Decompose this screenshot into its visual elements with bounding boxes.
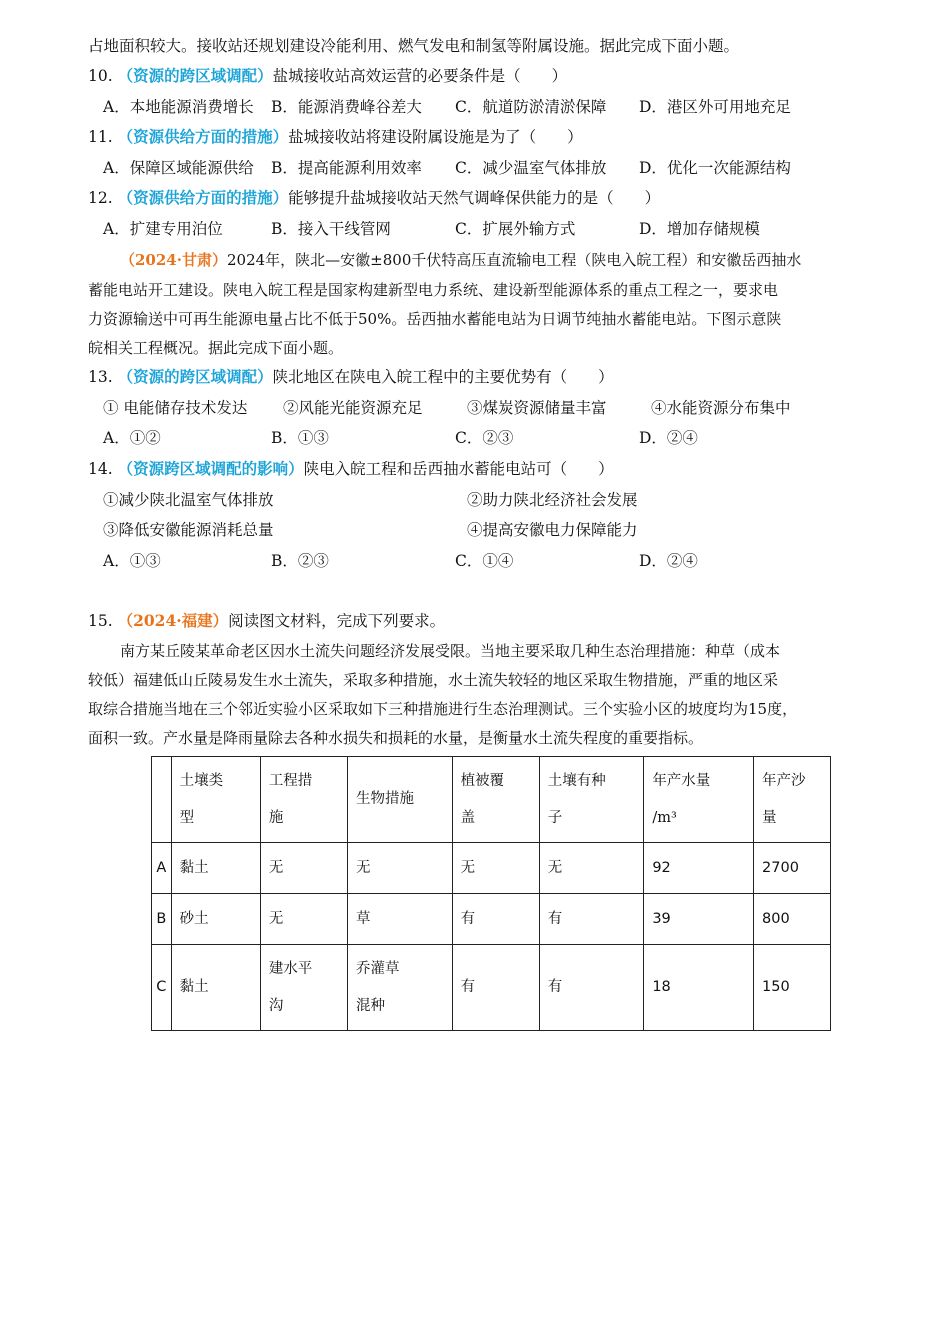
gansu-passage-line-4: 皖相关工程概况。据此完成下面小题。: [88, 339, 344, 357]
row-id: B: [152, 894, 172, 945]
header-id: [152, 757, 172, 843]
header-biological: 生物措施: [347, 757, 452, 843]
q14-option-c[interactable]: C．①④: [455, 552, 514, 570]
cell-sand-yield: 800: [754, 894, 831, 945]
question-10-stem: 盐城接收站高效运营的必要条件是（ ）: [272, 67, 568, 85]
q13-item-3: ③煤炭资源储量丰富: [467, 399, 607, 417]
cell-engineering: 无: [260, 894, 347, 945]
header-sand-yield: 年产沙 量: [754, 757, 831, 843]
table-header-row: [152, 757, 831, 843]
cell-vegetation: 有: [452, 894, 539, 945]
q12-option-a[interactable]: A．扩建专用泊位: [103, 220, 223, 238]
q13-item-4: ④水能资源分布集中: [651, 399, 791, 417]
header-seeds: 土壤有种 子: [539, 757, 644, 843]
q11-option-b[interactable]: B．提高能源利用效率: [271, 159, 422, 177]
question-14-stem: 陕电入皖工程和岳西抽水蓄能电站可（ ）: [303, 460, 614, 478]
q14-option-a[interactable]: A．①③: [103, 552, 161, 570]
cell-seeds: 有: [539, 894, 644, 945]
cell-soil: 砂土: [171, 894, 260, 945]
question-10: 10. （资源的跨区域调配）盐城接收站高效运营的必要条件是（ ）: [88, 66, 568, 85]
q12-option-b[interactable]: B．接入干线管网: [271, 220, 391, 238]
q13-item-1: ① 电能储存技术发达: [103, 399, 248, 417]
header-vegetation: 植被覆 盖: [452, 757, 539, 843]
q13-option-d[interactable]: D．②④: [639, 429, 698, 447]
q14-item-4: ④提高安徽电力保障能力: [467, 521, 638, 539]
q12-option-d[interactable]: D．增加存储规模: [639, 220, 760, 238]
q15-passage-line-3: 取综合措施当地在三个邻近实验小区采取如下三种措施进行生态治理测试。三个实验小区的坡度均为15度，: [88, 700, 798, 718]
q15-passage-line-4: 面积一致。产水量是降雨量除去各种水损失和损耗的水量，是衡量水土流失程度的重要指标。: [88, 729, 704, 747]
q13-option-c[interactable]: C．②③: [455, 429, 514, 447]
header-engineering: 工程措 施: [260, 757, 347, 843]
q10-option-d[interactable]: D．港区外可用地充足: [639, 98, 791, 116]
q10-option-a[interactable]: A．本地能源消费增长: [103, 98, 254, 116]
question-11: 11. （资源供给方面的措施）盐城接收站将建设附属设施是为了（ ）: [88, 127, 583, 146]
cell-biological: 草: [347, 894, 452, 945]
row-id: C: [152, 945, 172, 1031]
cell-seeds: 有: [539, 945, 644, 1031]
q10-option-b[interactable]: B．能源消费峰谷差大: [271, 98, 422, 116]
cell-biological: 无: [347, 843, 452, 894]
q15-passage-line-1: 南方某丘陵某革命老区因水土流失问题经济发展受限。当地主要采取几种生态治理措施：种草（成本: [120, 642, 781, 660]
q14-item-2: ②助力陕北经济社会发展: [467, 491, 638, 509]
cell-water-yield: 92: [644, 843, 754, 894]
cell-soil: 黏土: [171, 843, 260, 894]
q13-option-b[interactable]: B．①③: [271, 429, 329, 447]
q11-option-d[interactable]: D．优化一次能源结构: [639, 159, 791, 177]
intro-tail: 占地面积较大。接收站还规划建设冷能利用、燃气发电和制氢等附属设施。据此完成下面小题。: [88, 37, 740, 55]
gansu-passage-line-3: 力资源输送中可再生能源电量占比不低于50%。岳西抽水蓄能电站为日调节纯抽水蓄能电站。下图示意陕: [88, 310, 782, 328]
table-row: [152, 843, 831, 894]
question-14: 14. （资源跨区域调配的影响）陕电入皖工程和岳西抽水蓄能电站可（ ）: [88, 459, 614, 478]
cell-water-yield: 18: [644, 945, 754, 1031]
q14-option-d[interactable]: D．②④: [639, 552, 698, 570]
q14-item-3: ③降低安徽能源消耗总量: [103, 521, 274, 539]
gansu-tag: （2024·甘肃）: [120, 251, 227, 269]
q14-item-1: ①减少陕北温室气体排放: [103, 491, 274, 509]
question-14-tag: （资源跨区域调配的影响）: [117, 459, 304, 478]
question-12-stem: 能够提升盐城接收站天然气调峰保供能力的是（ ）: [288, 189, 661, 207]
gansu-passage-line-1: （2024·甘肃）2024年，陕北—安徽±800千伏特高压直流输电工程（陕电入皖工程）和安徽岳西抽水: [120, 251, 802, 269]
experiment-table: [151, 756, 831, 1031]
q13-item-2: ②风能光能资源充足: [283, 399, 423, 417]
question-15: 15. （2024·福建）阅读图文材料，完成下列要求。: [88, 611, 446, 630]
cell-water-yield: 39: [644, 894, 754, 945]
cell-sand-yield: 150: [754, 945, 831, 1031]
question-15-stem: 阅读图文材料，完成下列要求。: [228, 612, 446, 630]
cell-biological: 乔灌草 混种: [347, 945, 452, 1031]
q13-option-a[interactable]: A．①②: [103, 429, 161, 447]
gansu-passage-line-2: 蓄能电站开工建设。陕电入皖工程是国家构建新型电力系统、建设新型能源体系的重点工程之一，要求电: [88, 281, 779, 299]
header-soil: 土壤类 型: [171, 757, 260, 843]
question-10-tag: （资源的跨区域调配）: [117, 66, 273, 85]
table-row: [152, 945, 831, 1031]
q15-passage-line-2: 较低）福建低山丘陵易发生水土流失，采取多种措施，水土流失较轻的地区采取生物措施，严重的地区采: [88, 671, 779, 689]
question-12-tag: （资源供给方面的措施）: [117, 188, 289, 207]
question-12: 12. （资源供给方面的措施）能够提升盐城接收站天然气调峰保供能力的是（ ）: [88, 188, 661, 207]
q11-option-a[interactable]: A．保障区域能源供给: [103, 159, 254, 177]
cell-sand-yield: 2700: [754, 843, 831, 894]
table-row: [152, 894, 831, 945]
q10-option-c[interactable]: C．航道防淤清淤保障: [455, 98, 607, 116]
q11-option-c[interactable]: C．减少温室气体排放: [455, 159, 607, 177]
q14-option-b[interactable]: B．②③: [271, 552, 329, 570]
cell-soil: 黏土: [171, 945, 260, 1031]
question-13-tag: （资源的跨区域调配）: [117, 367, 273, 386]
question-11-stem: 盐城接收站将建设附属设施是为了（ ）: [288, 128, 583, 146]
cell-vegetation: 有: [452, 945, 539, 1031]
row-id: A: [152, 843, 172, 894]
cell-vegetation: 无: [452, 843, 539, 894]
question-13: 13. （资源的跨区域调配）陕北地区在陕电入皖工程中的主要优势有（ ）: [88, 367, 614, 386]
question-11-tag: （资源供给方面的措施）: [117, 127, 289, 146]
question-15-tag: （2024·福建）: [117, 611, 229, 630]
header-water-yield: 年产水量 /m³: [644, 757, 754, 843]
cell-seeds: 无: [539, 843, 644, 894]
question-13-stem: 陕北地区在陕电入皖工程中的主要优势有（ ）: [272, 368, 614, 386]
cell-engineering: 建水平 沟: [260, 945, 347, 1031]
cell-engineering: 无: [260, 843, 347, 894]
q12-option-c[interactable]: C．扩展外输方式: [455, 220, 576, 238]
